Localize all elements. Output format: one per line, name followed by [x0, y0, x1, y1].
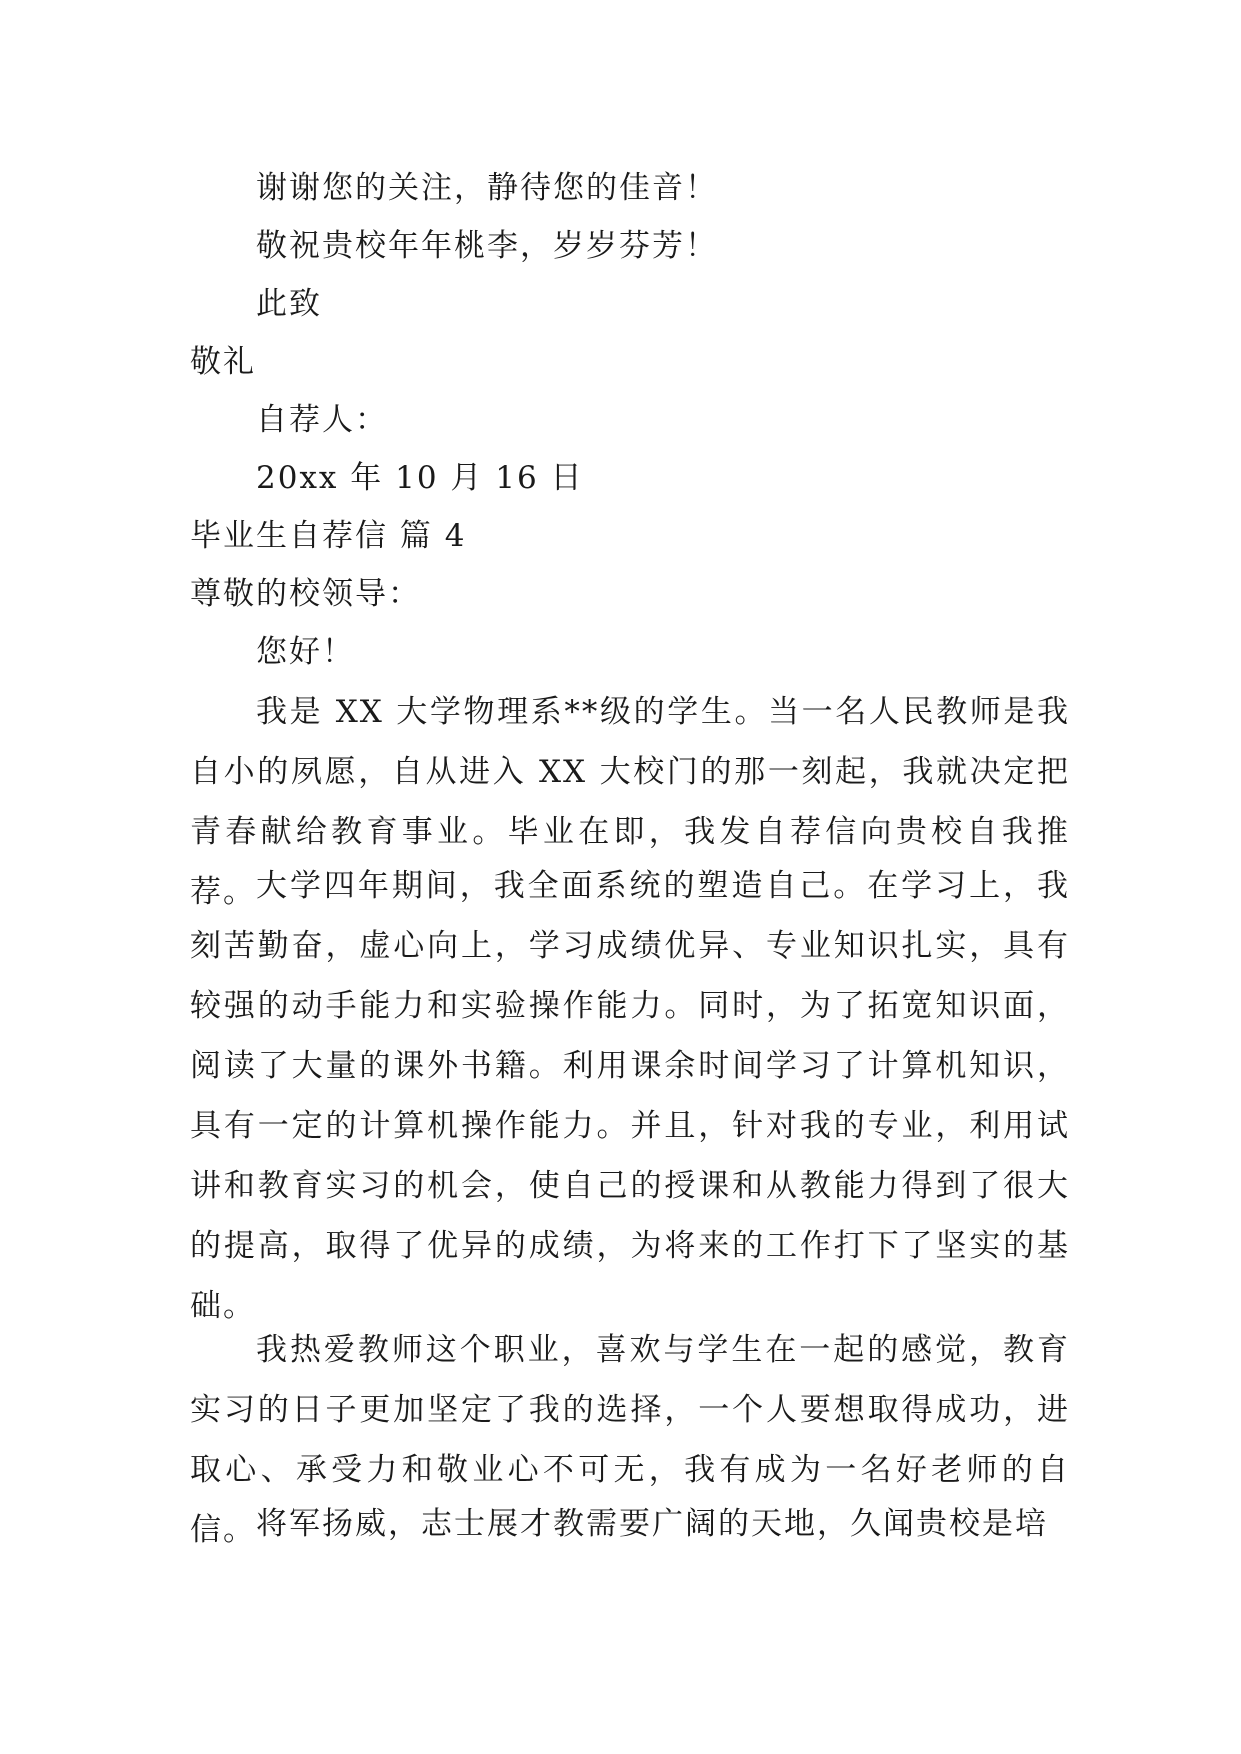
- paragraph-passion: 我热爱教师这个职业，喜欢与学生在一起的感觉，教育实习的日子更加坚定了我的选择，一个人要想取得成功，进取心、承受力和敬业心不可无，我有成为一名好老师的自信。: [190, 1332, 1070, 1548]
- section-heading: 毕业生自荐信 篇 4: [190, 518, 467, 554]
- paragraph-intro: 我是 XX 大学物理系**级的学生。当一名人民教师是我自小的夙愿，自从进入 XX 大校门的那一刻起，我就决定把青春献给教育事业。毕业在即，我发自荐信向贵校自我推荐。: [190, 694, 1070, 910]
- closing-jingli: 敬礼: [190, 344, 256, 380]
- closing-thanks: 谢谢您的关注，静待您的佳音！: [256, 170, 718, 206]
- signer-label: 自荐人：: [256, 402, 388, 438]
- paragraph-study: 大学四年期间，我全面系统的塑造自己。在学习上，我刻苦勤奋，虚心向上，学习成绩优异、专业知识扎实，具有较强的动手能力和实验操作能力。同时，为了拓宽知识面，阅读了大量的课外书籍。利用课余时间学习了计算机知识，具有一定的计算机操作能力。并且，针对我的专业，利用试讲和教育实习的机会，使自己的授课和从教能力得到了很大的提高，取得了优异的成绩，为将来的工作打下了坚实的基础。: [190, 868, 1070, 1324]
- salutation: 尊敬的校领导：: [190, 576, 421, 612]
- letter-date: 20xx 年 10 月 16 日: [256, 460, 584, 496]
- closing-cizhi: 此致: [256, 286, 322, 322]
- paragraph-aspiration: 将军扬威，志士展才教需要广阔的天地，久闻贵校是培: [256, 1506, 1048, 1542]
- greeting: 您好！: [256, 634, 355, 670]
- closing-wishes: 敬祝贵校年年桃李，岁岁芬芳！: [256, 228, 718, 264]
